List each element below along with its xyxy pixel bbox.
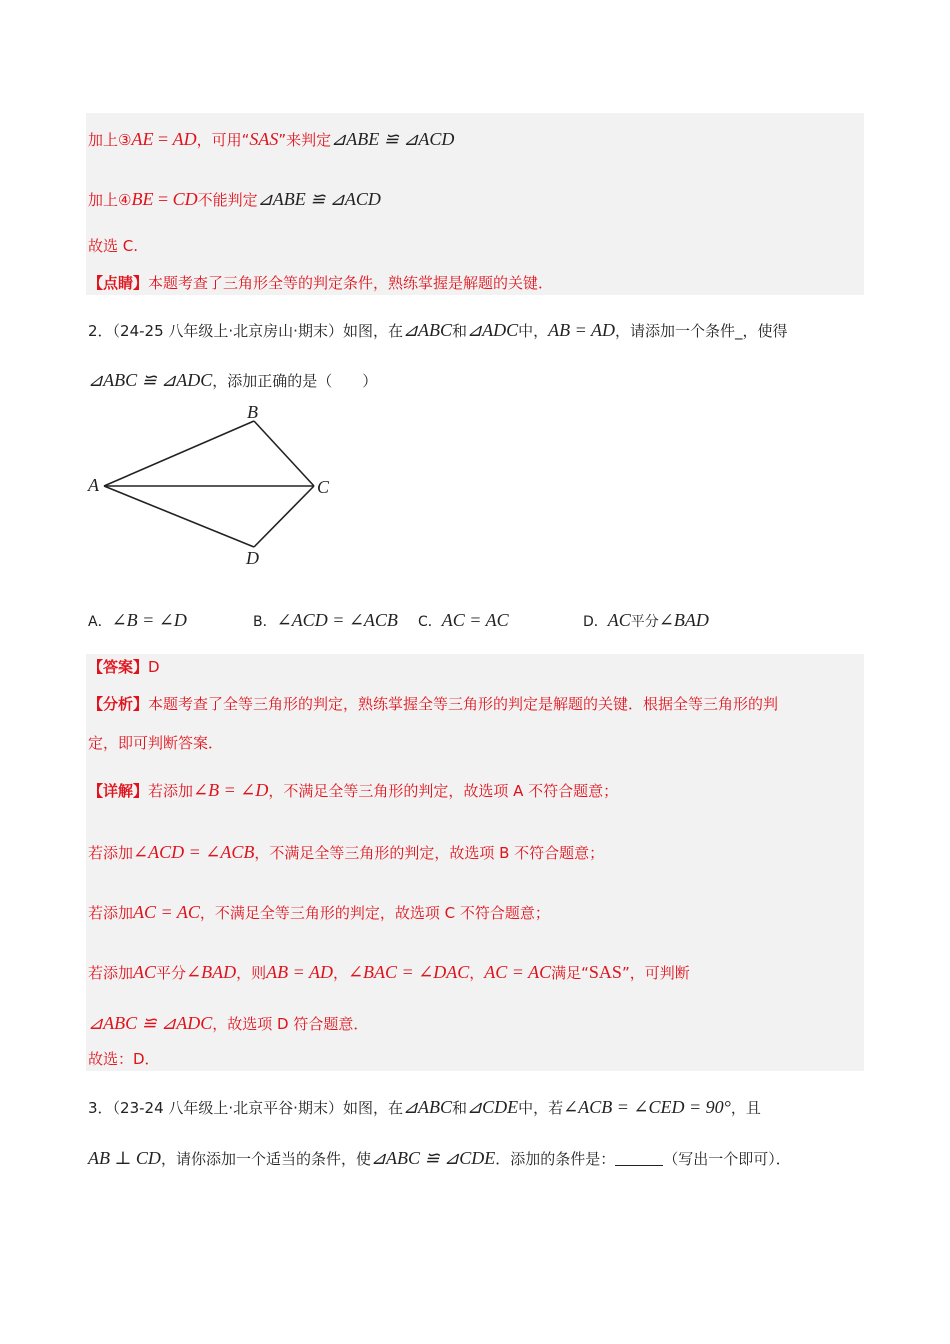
text: ”，可判断 bbox=[621, 964, 690, 982]
option-a[interactable] bbox=[88, 609, 187, 633]
detail-line-3 bbox=[88, 902, 550, 923]
text: 和 bbox=[452, 1099, 468, 1117]
math: ∠BAC = ∠DAC bbox=[347, 962, 470, 982]
solution-line-3 bbox=[88, 129, 454, 150]
math: ⊿ADC bbox=[467, 320, 519, 340]
math: ∠ACB = ∠CED = 90° bbox=[563, 1097, 731, 1117]
math: AC = AC bbox=[484, 962, 552, 982]
math: ⊿ABE ≌ ⊿ACD bbox=[257, 189, 381, 209]
analysis-tag: 【分析】 bbox=[88, 695, 149, 713]
math: SAS bbox=[249, 129, 279, 149]
math: AC bbox=[607, 610, 631, 630]
question-2-line-2 bbox=[88, 370, 377, 391]
option-letter: D． bbox=[583, 614, 608, 630]
math: ⊿CDE bbox=[467, 1097, 519, 1117]
text: 加上④ bbox=[88, 191, 132, 209]
analysis-line-1 bbox=[88, 694, 778, 714]
math: ⊿ABC ≌ ⊿ADC bbox=[88, 1013, 213, 1033]
text: （23-24 八年级上·北京平谷·期末）如图，在 bbox=[112, 1099, 403, 1117]
text: 本题考查了全等三角形的判定，熟练掌握全等三角形的判定是解题的关键．根据全等三角形的判 bbox=[148, 695, 779, 713]
answer-line bbox=[88, 657, 160, 677]
math: AB = AD bbox=[266, 962, 333, 982]
math: SAS bbox=[588, 962, 622, 982]
segment-dc bbox=[254, 486, 314, 547]
math: = bbox=[153, 129, 173, 149]
segment-ad bbox=[104, 486, 254, 547]
segment-ab bbox=[104, 421, 254, 486]
math: ⊿ABC bbox=[402, 1097, 453, 1117]
text: ，则 bbox=[236, 964, 267, 982]
text: ，可用“ bbox=[196, 131, 250, 149]
math: ∠BAD bbox=[186, 962, 237, 982]
option-letter: C． bbox=[418, 614, 442, 630]
text: 本题考查了三角形全等的判定条件，熟练掌握是解题的关键． bbox=[148, 274, 554, 292]
geometry-figure bbox=[80, 398, 350, 573]
option-letter: B． bbox=[253, 614, 277, 630]
text: 中，若 bbox=[518, 1099, 564, 1117]
option-letter: A． bbox=[88, 614, 112, 630]
detail-line-4 bbox=[88, 962, 690, 983]
text: ，添加正确的是（ ） bbox=[212, 372, 378, 390]
analysis-line-2: 定，即可判断答案． bbox=[88, 734, 224, 752]
option-c[interactable] bbox=[418, 609, 509, 633]
question-2-line-1 bbox=[88, 320, 787, 341]
math: CD bbox=[172, 189, 198, 209]
math: ⊿ABE ≌ ⊿ACD bbox=[331, 129, 455, 149]
solution-line-4 bbox=[88, 189, 381, 210]
math: ∠ACD = ∠ACB bbox=[276, 610, 398, 630]
text: 加上③ bbox=[88, 131, 132, 149]
text: ，且 bbox=[730, 1099, 761, 1117]
text: 若添加 bbox=[148, 782, 194, 800]
text: 若添加 bbox=[88, 844, 134, 862]
option-b[interactable] bbox=[253, 609, 398, 633]
math: AE bbox=[131, 129, 154, 149]
option-d[interactable] bbox=[583, 609, 709, 633]
text: 平分 bbox=[156, 964, 187, 982]
math: AB = AD bbox=[548, 320, 615, 340]
label-a: A bbox=[88, 475, 99, 495]
math: AD bbox=[172, 129, 197, 149]
math: ⊿ABC bbox=[402, 320, 453, 340]
math: AC = AC bbox=[441, 610, 509, 630]
question-number: 2． bbox=[88, 322, 113, 340]
text: （24-25 八年级上·北京房山·期末）如图，在 bbox=[112, 322, 403, 340]
math: BE bbox=[131, 189, 154, 209]
detail-line-2 bbox=[88, 842, 604, 863]
math: AC = AC bbox=[133, 902, 200, 922]
detail-tag: 【详解】 bbox=[88, 782, 149, 800]
label-c: C bbox=[317, 477, 330, 497]
math: ∠B = ∠D bbox=[193, 780, 269, 800]
math: AC bbox=[133, 962, 157, 982]
label-b: B bbox=[247, 402, 258, 422]
text: 若添加 bbox=[88, 904, 134, 922]
math: = bbox=[153, 189, 173, 209]
choose-line: 故选 C. bbox=[88, 237, 139, 255]
text: ．添加的条件是： bbox=[495, 1150, 616, 1168]
text: 平分 bbox=[630, 614, 659, 630]
text: ，请你添加一个适当的条件，使 bbox=[160, 1150, 371, 1168]
dianjing-line bbox=[88, 273, 553, 293]
math: ⊿ABC ≌ ⊿CDE bbox=[370, 1148, 496, 1168]
question-3-line-1 bbox=[88, 1097, 761, 1118]
text: ，故选项 D 符合题意． bbox=[212, 1015, 369, 1033]
segment-bc bbox=[254, 421, 314, 486]
text: 和 bbox=[452, 322, 468, 340]
question-number: 3． bbox=[88, 1099, 113, 1117]
detail-line-1 bbox=[88, 780, 618, 801]
text: ，不满足全等三角形的判定，故选项 C 不符合题意； bbox=[199, 904, 550, 922]
text: ，请添加一个条件_，使得 bbox=[614, 322, 788, 340]
final-choice-line: 故选：D． bbox=[88, 1050, 160, 1068]
math: ∠BAD bbox=[658, 610, 709, 630]
text: （写出一个即可）． bbox=[663, 1150, 791, 1168]
answer-blank[interactable] bbox=[615, 1151, 663, 1166]
text: 中， bbox=[518, 322, 549, 340]
math: ∠ACD = ∠ACB bbox=[133, 842, 255, 862]
math: AB ⊥ CD bbox=[88, 1148, 161, 1168]
text: ， bbox=[469, 964, 485, 982]
answer-tag: 【答案】 bbox=[88, 658, 149, 676]
text: ，不满足全等三角形的判定，故选项 A 不符合题意； bbox=[268, 782, 619, 800]
question-3-line-2 bbox=[88, 1148, 791, 1169]
math: ∠B = ∠D bbox=[111, 610, 187, 630]
text: ”来判定 bbox=[278, 131, 332, 149]
text: 若添加 bbox=[88, 964, 134, 982]
text: 不能判定 bbox=[197, 191, 258, 209]
label-d: D bbox=[246, 548, 259, 568]
text: ，不满足全等三角形的判定，故选项 B 不符合题意； bbox=[254, 844, 605, 862]
detail-line-5 bbox=[88, 1013, 368, 1034]
dianjing-tag: 【点睛】 bbox=[88, 274, 149, 292]
math: ⊿ABC ≌ ⊿ADC bbox=[88, 370, 213, 390]
text: 满足“ bbox=[551, 964, 589, 982]
answer-value: D bbox=[148, 658, 160, 676]
text: ， bbox=[332, 964, 348, 982]
